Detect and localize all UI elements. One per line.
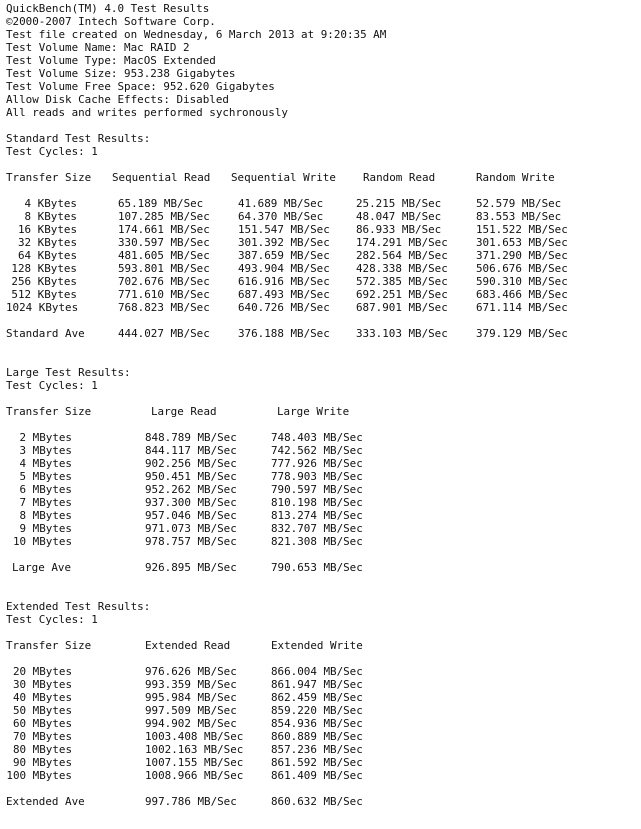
result-value-cell: 971.073 MB/Sec [145,522,237,535]
result-value-cell: 902.256 MB/Sec [145,457,237,470]
result-value-cell: 687.493 MB/Sec [238,288,330,301]
result-value-cell: 683.466 MB/Sec [476,288,568,301]
transfer-size-cell: 64 KBytes [17,249,77,262]
result-value-cell: 778.903 MB/Sec [271,470,363,483]
result-value-cell: 25.215 MB/Sec [356,197,442,210]
result-value-cell: 371.290 MB/Sec [476,249,568,262]
extended-section-title: Extended Test Results: [6,600,151,613]
transfer-size-cell: 3 MBytes [19,444,72,457]
result-value-cell: 997.509 MB/Sec [145,704,237,717]
standard-section-title: Standard Test Results: [6,132,151,145]
result-value-cell: 860.632 MB/Sec [271,795,363,808]
result-value-cell: 742.562 MB/Sec [271,444,363,457]
standard-table-row [6,236,638,249]
large-results-table [6,405,638,574]
large-cycles: Test Cycles: 1 [6,379,98,392]
result-value-cell: 813.274 MB/Sec [271,509,363,522]
result-value-cell: 810.198 MB/Sec [271,496,363,509]
result-value-cell: 950.451 MB/Sec [145,470,237,483]
result-value-cell: 506.676 MB/Sec [476,262,568,275]
standard-column-header: Transfer Size [6,171,92,184]
extended-column-header: Extended Read [145,639,231,652]
transfer-size-cell: 32 KBytes [17,236,77,249]
result-value-cell: 282.564 MB/Sec [356,249,448,262]
transfer-size-cell: 30 MBytes [12,678,72,691]
transfer-size-cell: 2 MBytes [19,431,72,444]
transfer-size-cell: Standard Ave [6,327,85,340]
result-value-cell: 978.757 MB/Sec [145,535,237,548]
transfer-size-cell: 8 KBytes [24,210,77,223]
result-value-cell: 330.597 MB/Sec [118,236,210,249]
result-value-cell: 844.117 MB/Sec [145,444,237,457]
volume-type-line: Test Volume Type: MacOS Extended [6,54,216,67]
extended-table-row [6,691,638,704]
result-value-cell: 107.285 MB/Sec [118,210,210,223]
large-table-row [6,496,638,509]
result-value-cell: 481.605 MB/Sec [118,249,210,262]
extended-table-row [6,743,638,756]
result-value-cell: 444.027 MB/Sec [118,327,210,340]
large-table-row [6,522,638,535]
result-value-cell: 861.409 MB/Sec [271,769,363,782]
standard-table-row [6,301,638,314]
result-value-cell: 52.579 MB/Sec [476,197,562,210]
result-value-cell: 687.901 MB/Sec [356,301,448,314]
result-value-cell: 997.786 MB/Sec [145,795,237,808]
result-value-cell: 593.801 MB/Sec [118,262,210,275]
extended-table-row [6,756,638,769]
result-value-cell: 857.236 MB/Sec [271,743,363,756]
large-column-header: Large Read [151,405,217,418]
result-value-cell: 860.889 MB/Sec [271,730,363,743]
transfer-size-cell: 40 MBytes [12,691,72,704]
extended-column-header: Extended Write [271,639,363,652]
result-value-cell: 301.653 MB/Sec [476,236,568,249]
result-value-cell: 1008.966 MB/Sec [145,769,244,782]
transfer-size-cell: 4 MBytes [19,457,72,470]
result-value-cell: 866.004 MB/Sec [271,665,363,678]
extended-table-row [6,769,638,782]
result-value-cell: 790.597 MB/Sec [271,483,363,496]
standard-table-row [6,223,638,236]
large-table-row [6,509,638,522]
result-value-cell: 926.895 MB/Sec [145,561,237,574]
transfer-size-cell: 90 MBytes [12,756,72,769]
result-value-cell: 854.936 MB/Sec [271,717,363,730]
result-value-cell: 86.933 MB/Sec [356,223,442,236]
extended-header-row [6,639,638,652]
result-value-cell: 493.904 MB/Sec [238,262,330,275]
result-value-cell: 616.916 MB/Sec [238,275,330,288]
result-value-cell: 151.547 MB/Sec [238,223,330,236]
result-value-cell: 1003.408 MB/Sec [145,730,244,743]
extended-average-row [6,795,638,808]
transfer-size-cell: 512 KBytes [11,288,77,301]
result-value-cell: 64.370 MB/Sec [238,210,324,223]
transfer-size-cell: 10 MBytes [12,535,72,548]
result-value-cell: 65.189 MB/Sec [118,197,204,210]
result-value-cell: 832.707 MB/Sec [271,522,363,535]
standard-column-header: Random Write [476,171,555,184]
large-average-row [6,561,638,574]
result-value-cell: 848.789 MB/Sec [145,431,237,444]
extended-table-row [6,678,638,691]
volume-size-line: Test Volume Size: 953.238 Gigabytes [6,67,236,80]
standard-column-header: Sequential Read [112,171,211,184]
large-table-row [6,457,638,470]
result-value-cell: 957.046 MB/Sec [145,509,237,522]
result-value-cell: 41.689 MB/Sec [238,197,324,210]
transfer-size-cell: Extended Ave [6,795,85,808]
large-table-row [6,470,638,483]
large-table-row [6,431,638,444]
result-value-cell: 862.459 MB/Sec [271,691,363,704]
result-value-cell: 702.676 MB/Sec [118,275,210,288]
transfer-size-cell: 80 MBytes [12,743,72,756]
result-value-cell: 859.220 MB/Sec [271,704,363,717]
result-value-cell: 692.251 MB/Sec [356,288,448,301]
result-value-cell: 821.308 MB/Sec [271,535,363,548]
result-value-cell: 174.661 MB/Sec [118,223,210,236]
transfer-size-cell: 7 MBytes [19,496,72,509]
result-value-cell: 671.114 MB/Sec [476,301,568,314]
result-value-cell: 993.359 MB/Sec [145,678,237,691]
extended-cycles: Test Cycles: 1 [6,613,98,626]
transfer-size-cell: 6 MBytes [19,483,72,496]
large-section-title: Large Test Results: [6,366,131,379]
transfer-size-cell: 4 KBytes [24,197,77,210]
result-value-cell: 1007.155 MB/Sec [145,756,244,769]
volume-free-line: Test Volume Free Space: 952.620 Gigabytes [6,80,275,93]
result-value-cell: 790.653 MB/Sec [271,561,363,574]
result-value-cell: 48.047 MB/Sec [356,210,442,223]
standard-results-table [6,171,638,340]
extended-table-row [6,665,638,678]
large-column-header: Large Write [277,405,350,418]
extended-table-row [6,704,638,717]
extended-results-table [6,639,638,808]
test-results-document [6,2,638,808]
result-value-cell: 428.338 MB/Sec [356,262,448,275]
result-value-cell: 937.300 MB/Sec [145,496,237,509]
transfer-size-cell: 70 MBytes [12,730,72,743]
result-value-cell: 174.291 MB/Sec [356,236,448,249]
result-value-cell: 995.984 MB/Sec [145,691,237,704]
transfer-size-cell: 20 MBytes [12,665,72,678]
transfer-size-cell: 50 MBytes [12,704,72,717]
standard-table-row [6,210,638,223]
result-value-cell: 994.902 MB/Sec [145,717,237,730]
volume-name-line: Test Volume Name: Mac RAID 2 [6,41,190,54]
result-value-cell: 952.262 MB/Sec [145,483,237,496]
result-value-cell: 768.823 MB/Sec [118,301,210,314]
transfer-size-cell: Large Ave [12,561,72,574]
result-value-cell: 333.103 MB/Sec [356,327,448,340]
standard-table-row [6,262,638,275]
result-value-cell: 387.659 MB/Sec [238,249,330,262]
transfer-size-cell: 8 MBytes [19,509,72,522]
result-value-cell: 1002.163 MB/Sec [145,743,244,756]
result-value-cell: 379.129 MB/Sec [476,327,568,340]
transfer-size-cell: 128 KBytes [11,262,77,275]
large-column-header: Transfer Size [6,405,92,418]
standard-average-row [6,327,638,340]
result-value-cell: 590.310 MB/Sec [476,275,568,288]
result-value-cell: 861.947 MB/Sec [271,678,363,691]
extended-table-row [6,717,638,730]
standard-table-row [6,197,638,210]
standard-table-row [6,249,638,262]
result-value-cell: 151.522 MB/Sec [476,223,568,236]
standard-table-row [6,288,638,301]
extended-table-row [6,730,638,743]
large-table-row [6,444,638,457]
result-value-cell: 861.592 MB/Sec [271,756,363,769]
transfer-size-cell: 1024 KBytes [6,301,79,314]
result-value-cell: 777.926 MB/Sec [271,457,363,470]
result-value-cell: 572.385 MB/Sec [356,275,448,288]
standard-cycles: Test Cycles: 1 [6,145,98,158]
cache-line: Allow Disk Cache Effects: Disabled [6,93,229,106]
extended-column-header: Transfer Size [6,639,92,652]
result-value-cell: 83.553 MB/Sec [476,210,562,223]
transfer-size-cell: 5 MBytes [19,470,72,483]
document-title: QuickBench(TM) 4.0 Test Results [6,2,210,15]
transfer-size-cell: 60 MBytes [12,717,72,730]
transfer-size-cell: 16 KBytes [17,223,77,236]
standard-column-header: Sequential Write [231,171,336,184]
large-header-row [6,405,638,418]
transfer-size-cell: 256 KBytes [11,275,77,288]
result-value-cell: 640.726 MB/Sec [238,301,330,314]
result-value-cell: 376.188 MB/Sec [238,327,330,340]
large-table-row [6,483,638,496]
copyright-line: ©2000-2007 Intech Software Corp. [6,15,216,28]
standard-header-row [6,171,638,184]
large-table-row [6,535,638,548]
transfer-size-cell: 100 MBytes [6,769,72,782]
result-value-cell: 771.610 MB/Sec [118,288,210,301]
result-value-cell: 301.392 MB/Sec [238,236,330,249]
sync-line: All reads and writes performed sychronously [6,106,288,119]
transfer-size-cell: 9 MBytes [19,522,72,535]
standard-table-row [6,275,638,288]
created-line: Test file created on Wednesday, 6 March 2013 at 9:20:35 AM [6,28,387,41]
standard-column-header: Random Read [363,171,436,184]
result-value-cell: 748.403 MB/Sec [271,431,363,444]
result-value-cell: 976.626 MB/Sec [145,665,237,678]
